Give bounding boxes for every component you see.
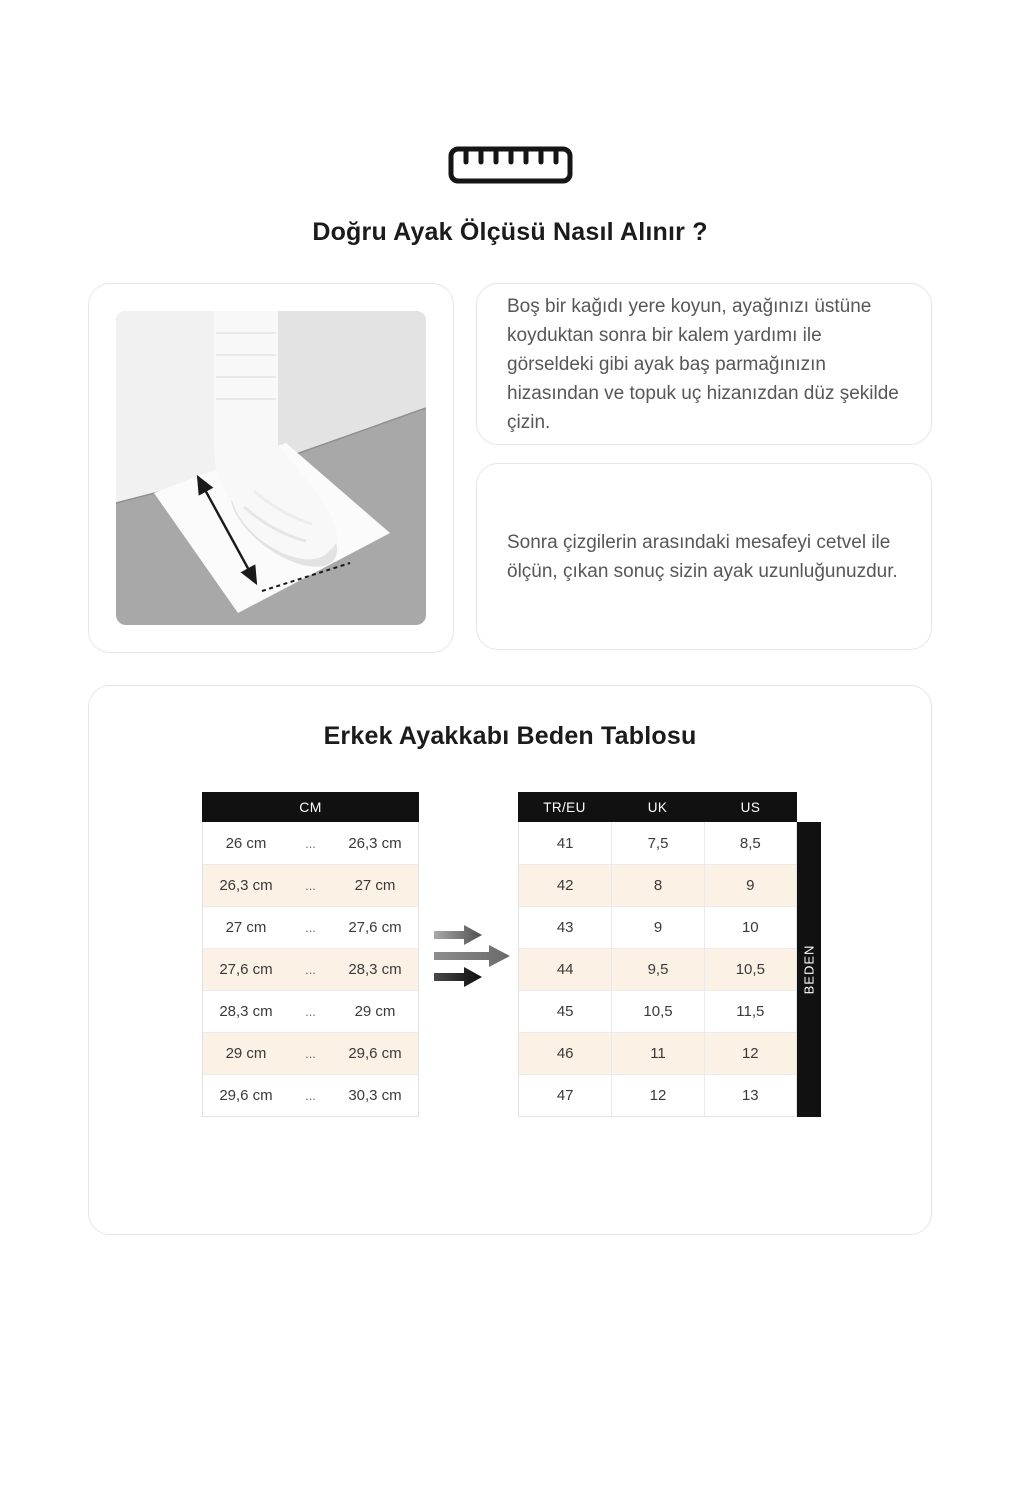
col-header-us: US [740,799,761,815]
col-header-tr-eu: TR/EU [543,799,586,815]
instructions-column [476,283,932,650]
measure-section [88,283,932,653]
measure-title: Doğru Ayak Ölçüsü Nasıl Alınır ? [312,218,708,246]
beden-side-label: BEDEN [797,822,821,1117]
instruction-card-1 [476,283,932,445]
size-row: 44 9,5 10,5 [519,948,796,990]
conversion-arrows-icon [434,922,512,990]
size-row: 42 8 9 [519,864,796,906]
instruction-step-2: Sonra çizgilerin arasındaki mesafeyi cetvel ile ölçün, çıkan sonuç sizin ayak uzunluğunuzdur. [507,531,898,582]
cm-row: 27 cm ... 27,6 cm [203,906,418,948]
size-tables [89,792,931,1117]
cm-row: 29,6 cm ... 30,3 cm [203,1074,418,1116]
size-row: 46 11 12 [519,1032,796,1074]
ruler-icon [88,146,932,184]
size-row: 43 9 10 [519,906,796,948]
cm-row: 26 cm ... 26,3 cm [225,834,402,852]
foot-measure-photo [116,311,426,625]
cm-table-body [202,822,419,1117]
instruction-step-1: Boş bir kağıdı yere koyun, ayağınızı üstüne koyduktan sonra bir kalem yardımı ile görseldeki gibi ayak baş parmağınızın hizasından ve topuk uç hizanızdan düz şekilde çizin. [507,295,899,433]
cm-row: 28,3 cm ... 29 cm [203,990,418,1032]
size-row: 47 12 13 [519,1074,796,1116]
cm-row: 27,6 cm ... 28,3 cm [203,948,418,990]
size-row: 41 7,5 8,5 [519,822,796,864]
size-row: 45 10,5 11,5 [519,990,796,1032]
instruction-card-2 [476,463,932,650]
intl-table-body [518,822,797,1117]
cm-row: 26,3 cm ... 27 cm [203,864,418,906]
size-table-title: Erkek Ayakkabı Beden Tablosu [323,722,697,750]
intl-size-table [518,792,797,1117]
cm-row: 29 cm ... 29,6 cm [203,1032,418,1074]
size-guide-page [88,146,932,1235]
intl-table-header [518,792,797,822]
foot-photo-card [88,283,454,653]
cm-table-header: CM [202,792,419,822]
size-table-card [88,685,932,1235]
cm-table [202,792,419,1117]
col-header-uk: UK [647,799,668,815]
